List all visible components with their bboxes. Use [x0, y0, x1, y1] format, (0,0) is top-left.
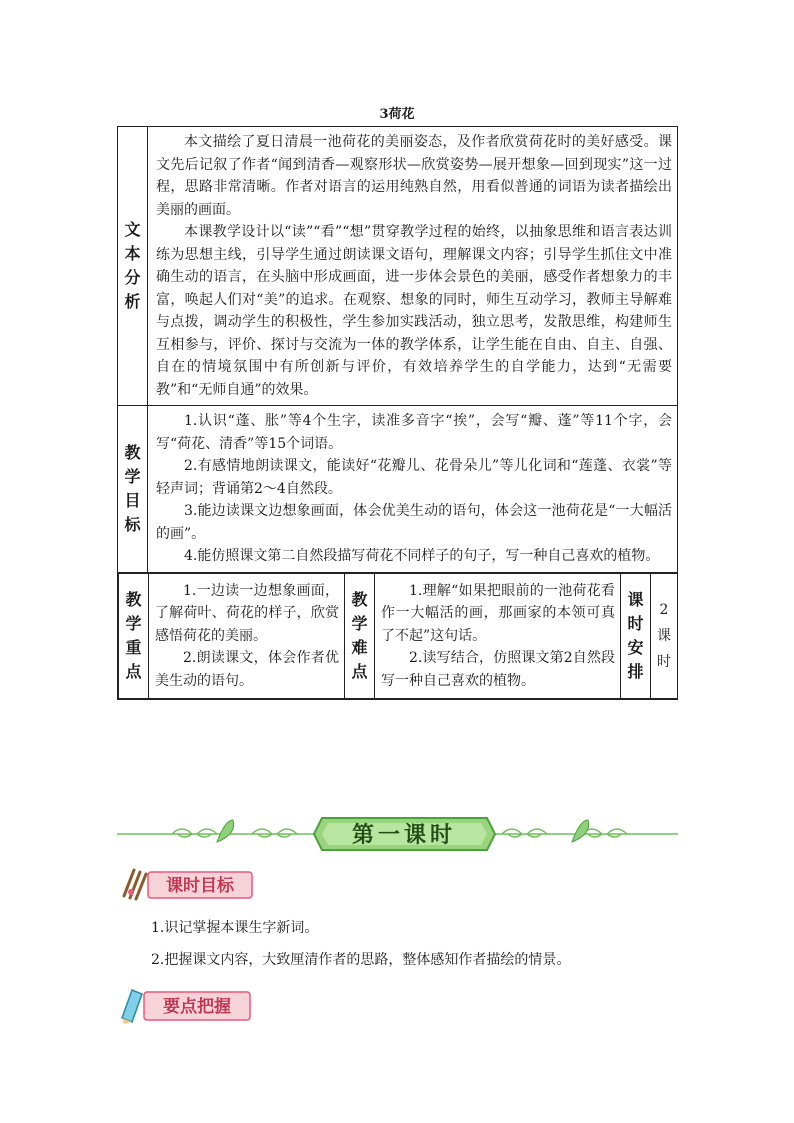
lesson-banner [117, 814, 678, 854]
banner-label: 第一课时 [351, 823, 457, 848]
objectives-header: 教 学 目 标 [118, 406, 148, 573]
left-swirl-icon [172, 829, 297, 837]
key-points-header: 教 学 重 点 [119, 573, 149, 699]
pencil-icon [122, 990, 142, 1024]
objective-item: 4.能仿照课文第二自然段描写荷花不同样子的句子，写一种自己喜欢的植物。 [184, 548, 660, 564]
page-title: 3荷花 [379, 107, 415, 122]
brush-icon [124, 870, 146, 899]
lesson-goals-tag-label: 课时目标 [166, 876, 234, 896]
focus-row [118, 572, 678, 700]
focus-inner-table [118, 573, 677, 700]
objective-item: 2.有感情地朗读课文，能读好“花瓣儿、花骨朵儿”等儿化词和“莲蓬、衣裳”等轻声词；背诵第2～4自然段。 [156, 458, 672, 497]
lesson-goals-list [151, 912, 570, 976]
objectives-content [148, 406, 678, 573]
analysis-paragraph: 本课教学设计以“读”“看”“想”贯穿教学过程的始终，以抽象思维和语言表达训练为思想主线，引导学生通过朗读课文语句，理解课文内容；引导学生抓住文中准确生动的语言，在头脑中形成画面，进一步体会景色的美丽，感受作者想象力的丰富，唤起人们对“美”的追求。在观察、想象的同时，师生互动学习，教师主导解难与点拨，调动学生的积极性，学生参加实践活动，独立思考，发散思维，构建师生互相参与，评价、探讨与交流为一体的教学体系，让学生能在自由、自主、自强、自在的情境氛围中有所创新与评价，有效培养学生的自学能力，达到“无需要教”和“无师自通”的效果。 [156, 224, 672, 398]
difficult-points-header: 教 学 难 点 [345, 573, 375, 699]
lesson-goal-item: 1.识记掌握本课生字新词。 [151, 920, 319, 936]
schedule-header: 课 时 安 排 [621, 573, 651, 699]
text-analysis-header: 文 本 分 析 [118, 127, 148, 406]
key-points-content: 1.一边读一边想象画面，了解荷叶、荷花的样子，欣赏感悟荷花的美丽。 2.朗读课文，体会作者优美生动的语句。 [149, 573, 345, 699]
lesson-goal-item: 2.把握课文内容，大致厘清作者的思路，整体感知作者描绘的情景。 [151, 952, 571, 968]
objective-item: 1.认识“蓬、胀”等4个生字，读准多音字“挨”，会写“瓣、蓬”等11个字，会写“荷花、清香”等15个词语。 [156, 413, 672, 452]
right-swirl-icon [502, 829, 627, 837]
key-points-tag [118, 984, 254, 1024]
leaf-icon [572, 820, 589, 842]
leaf-icon [217, 820, 234, 842]
lesson-goals-tag [118, 866, 258, 902]
schedule-value: 2 课 时 [651, 573, 678, 699]
text-analysis-content [148, 127, 678, 406]
key-points-tag-label: 要点把握 [163, 997, 231, 1017]
analysis-paragraph: 本文描绘了夏日清晨一池荷花的美丽姿态，及作者欣赏荷花时的美好感受。课文先后记叙了作者“闻到清香—观察形状—欣赏姿势—展开想象—回到现实”这一过程，思路非常清晰。作者对语言的运用纯熟自然，用看似普通的词语为读者描绘出美丽的画面。 [156, 134, 672, 218]
objectives-row [118, 406, 678, 573]
text-analysis-row [118, 127, 678, 406]
difficult-points-content: 1.理解“如果把眼前的一池荷花看作一大幅活的画，那画家的本领可真了不起”这句话。 2.读写结合，仿照课文第2自然段写一种自己喜欢的植物。 [375, 573, 621, 699]
objective-item: 3.能边读课文边想象画面，体会优美生动的语句，体会这一池荷花是“一大幅活的画”。 [156, 503, 672, 542]
lesson-plan-table [117, 126, 678, 700]
